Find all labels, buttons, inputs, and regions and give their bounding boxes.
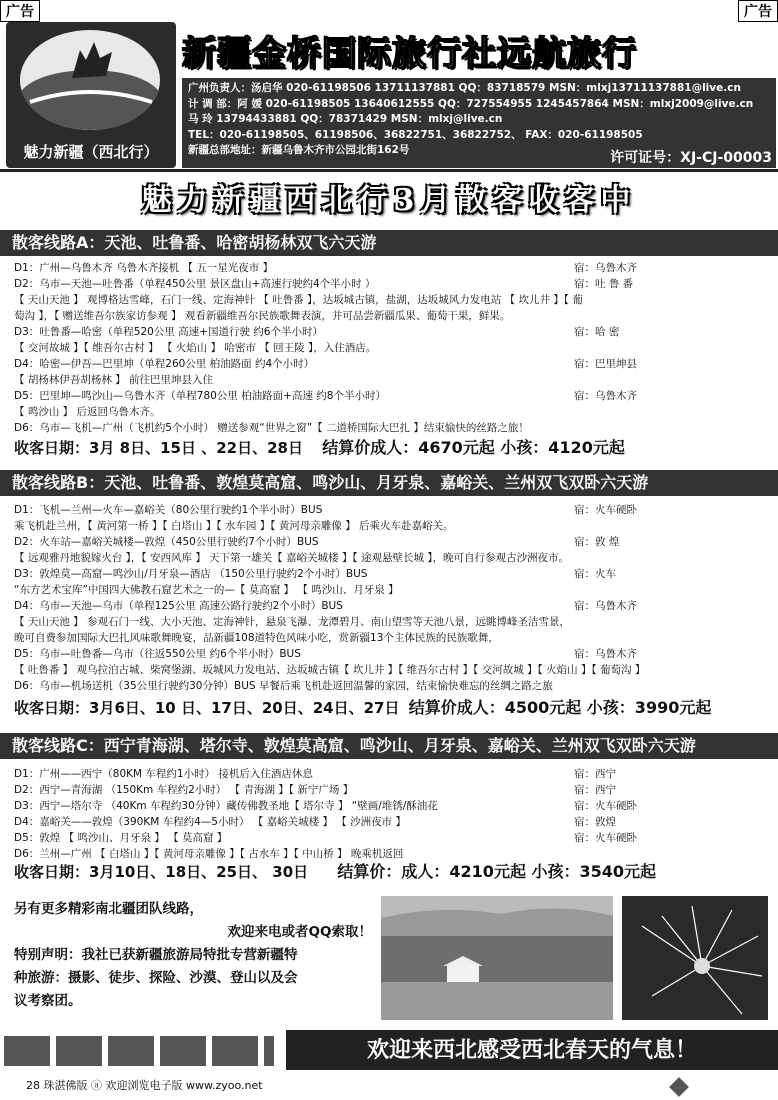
routeC-line-text: D3：西宁—塔尔寺 （40Km 车程约30分钟）藏传佛教圣地【 塔尔寺 】 “壁画/堆锈/酥油花 xyxy=(14,800,438,812)
license-number: 许可证号：XJ-CJ-00003 xyxy=(610,149,772,166)
routeB-line xyxy=(14,598,764,614)
routeB-line xyxy=(14,582,764,598)
routeC-line-text: D6：兰州—广州 【 白塔山 】【 黄河母亲雕像 】【 古水车 】【 中山桥 】 晚乘机返回 xyxy=(14,848,404,860)
route-a-title: 散客线路A：天池、吐鲁番、哈密胡杨林双飞六天游 xyxy=(0,230,778,256)
route-b-price: 结算价成人：4500元起 小孩：3990元起 xyxy=(408,698,712,717)
promo-line-5: 议考察团。 xyxy=(14,993,82,1009)
promo-line-3: 特别声明：我社已获新疆旅游局特批专营新疆特 xyxy=(14,947,298,963)
routeA-line-text: D1：广州—乌鲁木齐 乌鲁木齐接机 【 五一星光夜市 】 xyxy=(14,262,274,274)
route-c-price: 结算价：成人：4210元起 小孩：3540元起 xyxy=(337,862,657,881)
ad-tag-right: 广告 xyxy=(738,0,778,22)
logo-emblem xyxy=(20,30,160,130)
routeB-line xyxy=(14,518,764,534)
route-b-dates xyxy=(0,696,778,720)
routeA-line-text: 【 胡杨林伊吾胡杨林 】 前往巴里坤县入住 xyxy=(14,374,214,386)
routeC-line-stay: 宿：西宁 xyxy=(574,768,616,780)
routeC-line xyxy=(14,766,764,782)
routeA-line-text: 【 鸣沙山 】 后返回乌鲁木齐。 xyxy=(14,406,161,418)
routeB-line-stay: 宿：乌鲁木齐 xyxy=(574,648,637,660)
routeC-line-stay: 宿：西宁 xyxy=(574,784,616,796)
route-b-itinerary xyxy=(0,498,778,698)
routeB-line-stay: 宿：敦 煌 xyxy=(574,536,620,548)
routeC-line-stay: 宿：火车硬卧 xyxy=(574,800,637,812)
routeC-line-text: D2：西宁—青海湖 （150Km 车程约2小时） 【 青海湖 】【 新宁广场 】 xyxy=(14,784,354,796)
contact-staff: 马 玲 13794433881 QQ：78371429 MSN：mlxj@live.cn xyxy=(188,113,503,125)
routeC-line xyxy=(14,782,764,798)
contact-tel-fax: TEL：020-61198505、61198506、36822751、36822752、 FAX：020-61198505 xyxy=(188,128,643,141)
routeB-line-stay: 宿：火车 xyxy=(574,568,616,580)
routeA-line-stay: 宿：巴里坤县 xyxy=(574,358,637,370)
contact-address: 新疆总部地址：新疆乌鲁木齐市公园北街162号 xyxy=(188,144,410,156)
routeC-line xyxy=(14,798,764,814)
routeB-line xyxy=(14,502,764,518)
routeC-line xyxy=(14,830,764,846)
route-a-itinerary xyxy=(0,256,778,440)
promo-line-1: 另有更多精彩南北疆团队线路， xyxy=(14,901,203,917)
lake-house-photo xyxy=(381,896,613,1020)
footer-band xyxy=(0,1030,778,1070)
routeB-line-text: 【 吐鲁番 】 观乌拉泊古城、柴窝堡湖、坂城风力发电站、达坂城古镇【 坎儿井 】【 维吾尔古村 】【 交河故城 】【 火焰山 】【 葡萄沟 】 xyxy=(14,664,646,676)
routeB-line xyxy=(14,678,764,694)
routeB-line-text: D4：乌市—天池—乌市（单程125公里 高速公路行驶约2个小时）BUS xyxy=(14,600,343,612)
routeA-line xyxy=(14,356,764,372)
routeA-line-text: 【 天山天池 】 观博格达雪峰，石门一线、定海神针 【 吐鲁番 】，达坂城古镇，盐湖，达坂城风力发电站 【 坎儿井 】【 葡 xyxy=(14,294,583,306)
dandelion-photo xyxy=(622,896,768,1020)
routeB-line-text: 乘飞机赴兰州，【 黄河第一桥 】【 白塔山 】【 水车园 】【 黄河母亲雕像 】 后乘火车赴嘉峪关。 xyxy=(14,520,454,532)
routeB-line-text: D5：乌市—吐鲁番—乌市（往返550公里 约6个半小时）BUS xyxy=(14,648,301,660)
routeB-line-text: 【 远观雅丹地貌嫁火台 】，【 安西风库 】 天下第一雄关【 嘉峪关城楼 】【 途观悬壁长城 】，晚可自行参观古沙洲夜市。 xyxy=(14,552,570,564)
routeC-line-text: D4：嘉峪关——敦煌（390KM 车程约4—5小时） 【 嘉峪关城楼 】 【 沙洲夜市 】 xyxy=(14,816,406,828)
routeB-line-text: D6：乌市—机场送机（35公里行驶约30分钟）BUS 早餐后乘飞机赴返回温馨的家园，结束愉快难忘的丝绸之路之旅 xyxy=(14,680,553,692)
routeC-line-text: D5：敦煌 【 鸣沙山、月牙泉 】 【 莫高窟 】 xyxy=(14,832,228,844)
routeB-line xyxy=(14,566,764,582)
header xyxy=(0,18,778,172)
logo xyxy=(6,22,176,168)
routeA-line xyxy=(14,420,764,436)
routeC-line-stay: 宿：敦煌 xyxy=(574,816,616,828)
routeC-line-stay: 宿：火车硬卧 xyxy=(574,832,637,844)
contact-planning: 计 调 部：阿 媛 020-61198505 13640612555 QQ：727554955 1245457864 MSN：mlxj2009@live.cn xyxy=(188,97,754,110)
routeB-line-text: D3：敦煌莫—高窟—鸣沙山/月牙泉—酒店 （150公里行驶约2个小时）BUS xyxy=(14,568,368,580)
route-c-dates-text: 收客日期：3月10日、18日、25日、 30日 xyxy=(14,863,309,881)
routeA-line xyxy=(14,340,764,356)
contact-info xyxy=(182,78,776,168)
company-name: 新疆金桥国际旅行社远航旅行 xyxy=(182,26,772,76)
routeA-line-stay: 宿：乌鲁木齐 xyxy=(574,262,637,274)
routeA-line xyxy=(14,292,764,308)
route-c-itinerary xyxy=(0,762,778,866)
promo-banner: 魅力新疆西北行3月散客收客中 xyxy=(0,174,778,228)
routeA-line-text: D5：巴里坤—鸣沙山—乌鲁木齐（单程780公里 柏油路面+高速 约8个半小时） xyxy=(14,390,386,402)
promo-text xyxy=(14,898,376,1013)
routeA-line-stay: 宿：吐 鲁 番 xyxy=(574,278,634,290)
routeA-line xyxy=(14,372,764,388)
route-a-dates-text: 收客日期：3月 8日、15日 、22日、28日 xyxy=(14,439,303,457)
routeA-line xyxy=(14,404,764,420)
footer-info: 28 珠湛佛版 ⓐ 欢迎浏览电子版 www.zyoo.net xyxy=(26,1079,263,1092)
routeB-line-text: 【 天山天池 】 参观石门一线、大小天池、定海神针，悬泉飞瀑、龙潭碧月、南山望雪等天池八景，远眺博峰圣洁雪景， xyxy=(14,616,571,628)
routeA-line-stay: 宿：乌鲁木齐 xyxy=(574,390,637,402)
route-b-title: 散客线路B：天池、吐鲁番、敦煌莫高窟、鸣沙山、月牙泉、嘉峪关、兰州双飞双卧六天游 xyxy=(0,470,778,496)
route-c-dates xyxy=(0,860,778,884)
route-b-dates-text: 收客日期：3月6日、10 日、17日、20日、24日、27日 xyxy=(14,699,400,717)
routeA-line xyxy=(14,324,764,340)
routeB-line-text: “东方艺术宝库”中国四大佛教石窟艺术之一的—【 莫高窟 】 【 鸣沙山、月牙泉 】 xyxy=(14,584,399,596)
routeC-line xyxy=(14,814,764,830)
routeC-line-text: D1：广州——西宁（80KM 车程约1小时） 接机后入住酒店休息 xyxy=(14,768,313,780)
footer-decoration xyxy=(4,1036,274,1066)
routeB-line-text: D2：火车站—嘉峪关城楼—敦煌（450公里行驶约7个小时）BUS xyxy=(14,536,319,548)
promo-line-2: 欢迎来电或者QQ索取！ xyxy=(227,924,372,940)
contact-manager: 广州负责人：汤启华 020-61198506 13711137881 QQ：83718579 MSN：mlxj13711137881@live.cn xyxy=(188,82,741,94)
routeA-line xyxy=(14,276,764,292)
routeB-line-stay: 宿：乌鲁木齐 xyxy=(574,600,637,612)
routeA-line xyxy=(14,260,764,276)
routeA-line xyxy=(14,308,764,324)
routeB-line-text: D1：飞机—兰州—火车—嘉峪关（80公里行驶约1个半小时）BUS xyxy=(14,504,323,516)
footer-slogan: 欢迎来西北感受西北春天的气息！ xyxy=(286,1030,778,1070)
routeA-line-text: D3：吐鲁番—哈密（单程520公里 高速+国道行驶 约6个半小时） xyxy=(14,326,323,338)
routeB-line-text: 晚可自费参加国际大巴扎风味歌舞晚宴，品新疆108道特色风味小吃，赏新疆13个主体民族的民族歌舞， xyxy=(14,632,499,644)
routeA-line-stay: 宿：哈 密 xyxy=(574,326,620,338)
logo-caption: 魅力新疆（西北行） xyxy=(23,143,159,161)
routeB-line xyxy=(14,534,764,550)
routeB-line xyxy=(14,550,764,566)
routeB-line xyxy=(14,662,764,678)
routeA-line-text: D6：乌市—飞机—广州（飞机约5个小时） 赠送参观“世界之窗”【 二道桥国际大巴扎 】结束愉快的丝路之旅！ xyxy=(14,422,529,434)
route-a-price: 结算价成人：4670元起 小孩：4120元起 xyxy=(322,438,625,457)
route-a-dates xyxy=(0,436,778,460)
ad-tag-left: 广告 xyxy=(0,0,40,22)
route-c-title: 散客线路C：西宁青海湖、塔尔寺、敦煌莫高窟、鸣沙山、月牙泉、嘉峪关、兰州双飞双卧六天游 xyxy=(0,733,778,759)
routeA-line-text: D2：乌市—天池—吐鲁番（单程450公里 景区盘山+高速行驶约4个半小时 ） xyxy=(14,278,376,290)
routeB-line xyxy=(14,614,764,630)
promo-line-4: 种旅游：摄影、徒步、探险、沙漠、登山以及会 xyxy=(14,970,298,986)
routeA-line-text: D4：哈密—伊吾—巴里坤（单程260公里 柏油路面 约4个小时） xyxy=(14,358,315,370)
routeB-line xyxy=(14,630,764,646)
routeA-line-text: 萄沟 】，【 赠送维吾尔族家访参观 】 观看新疆维吾尔民族歌舞表演，并可品尝新疆瓜果、葡萄干果，鲜果。 xyxy=(14,310,511,322)
routeA-line xyxy=(14,388,764,404)
routeA-line-text: 【 交河故城 】【 维吾尔古村 】 【 火焰山 】 哈密市 【 回王陵 】，入住酒店。 xyxy=(14,342,377,354)
routeB-line xyxy=(14,646,764,662)
routeB-line-stay: 宿：火车硬卧 xyxy=(574,504,637,516)
